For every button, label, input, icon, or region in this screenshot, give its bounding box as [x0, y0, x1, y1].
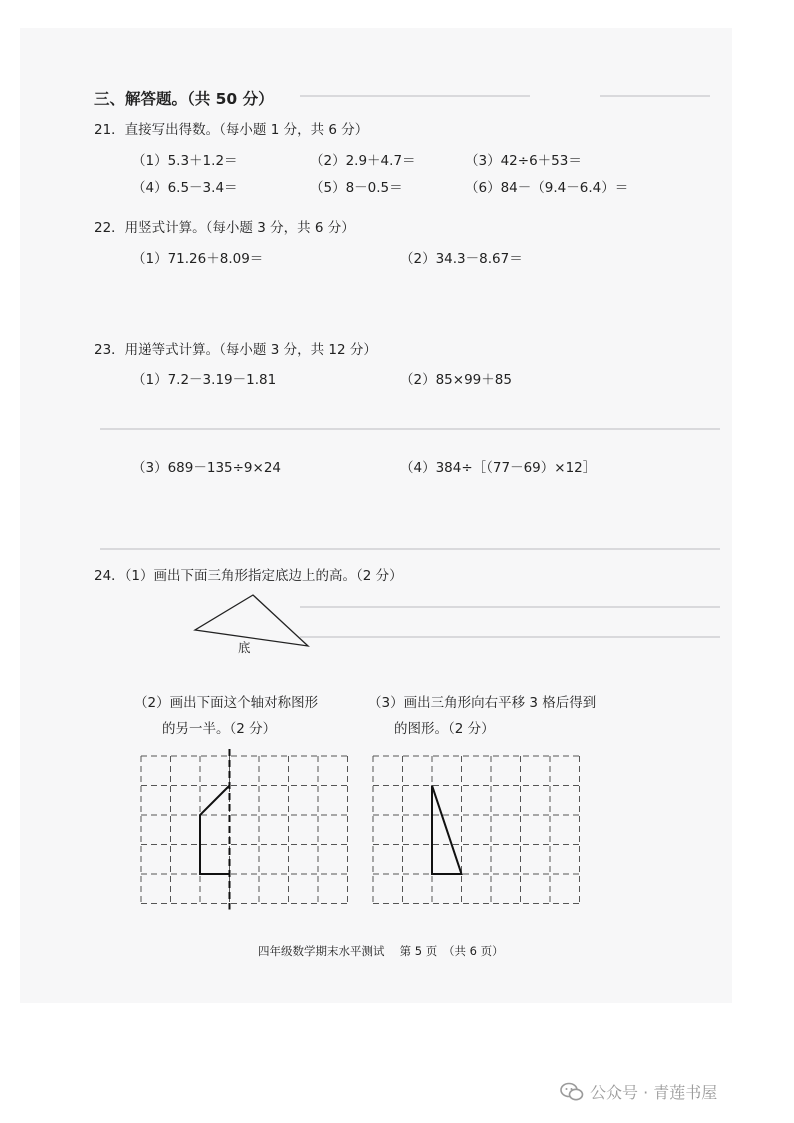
translation-grid	[372, 755, 584, 903]
q21-item-5: （5）8－0.5＝	[310, 180, 403, 196]
q21-item-2: （2）2.9＋4.7＝	[310, 153, 416, 169]
q24-part3-line1: （3）画出三角形向右平移 3 格后得到	[368, 695, 597, 711]
q21-item-4: （4）6.5－3.4＝	[132, 180, 238, 196]
page-footer: 四年级数学期末水平测试 第 5 页 （共 6 页）	[258, 944, 504, 958]
q21-item-6: （6）84－（9.4－6.4）＝	[465, 180, 629, 196]
base-label: 底	[238, 640, 251, 655]
q21-title: 21．直接写出得数。（每小题 1 分，共 6 分）	[94, 122, 369, 138]
q24-part2-line2: 的另一半。（2 分）	[162, 721, 277, 737]
half-shape	[200, 786, 230, 875]
q21-item-3: （3）42÷6＋53＝	[465, 153, 582, 169]
chat-logo-icon	[560, 1082, 584, 1102]
q24-part1: 24．（1）画出下面三角形指定底边上的高。（2 分）	[94, 568, 403, 584]
watermark-text: 公众号 · 青莲书屋	[590, 1083, 718, 1102]
section-title: 三、解答题。（共 50 分）	[94, 90, 274, 108]
q23-item-2: （2）85×99＋85	[400, 372, 512, 388]
q23-item-3: （3）689－135÷9×24	[132, 460, 282, 476]
watermark	[560, 1080, 717, 1103]
symmetry-grid	[140, 755, 352, 903]
q24-part2-line1: （2）画出下面这个轴对称图形	[134, 695, 319, 711]
q21-item-1: （1）5.3＋1.2＝	[132, 153, 238, 169]
q23-title: 23．用递等式计算。（每小题 3 分，共 12 分）	[94, 342, 377, 358]
q22-title: 22．用竖式计算。（每小题 3 分，共 6 分）	[94, 220, 355, 236]
q23-item-4: （4）384÷［（77－69）×12］	[400, 460, 597, 476]
triangle	[195, 595, 308, 646]
q22-item-1: （1）71.26＋8.09＝	[132, 251, 264, 267]
q23-item-1: （1）7.2－3.19－1.81	[132, 372, 277, 388]
triangle-to-translate	[432, 786, 462, 875]
q22-item-2: （2）34.3－8.67＝	[400, 251, 523, 267]
q24-part3-line2: 的图形。（2 分）	[394, 721, 495, 737]
